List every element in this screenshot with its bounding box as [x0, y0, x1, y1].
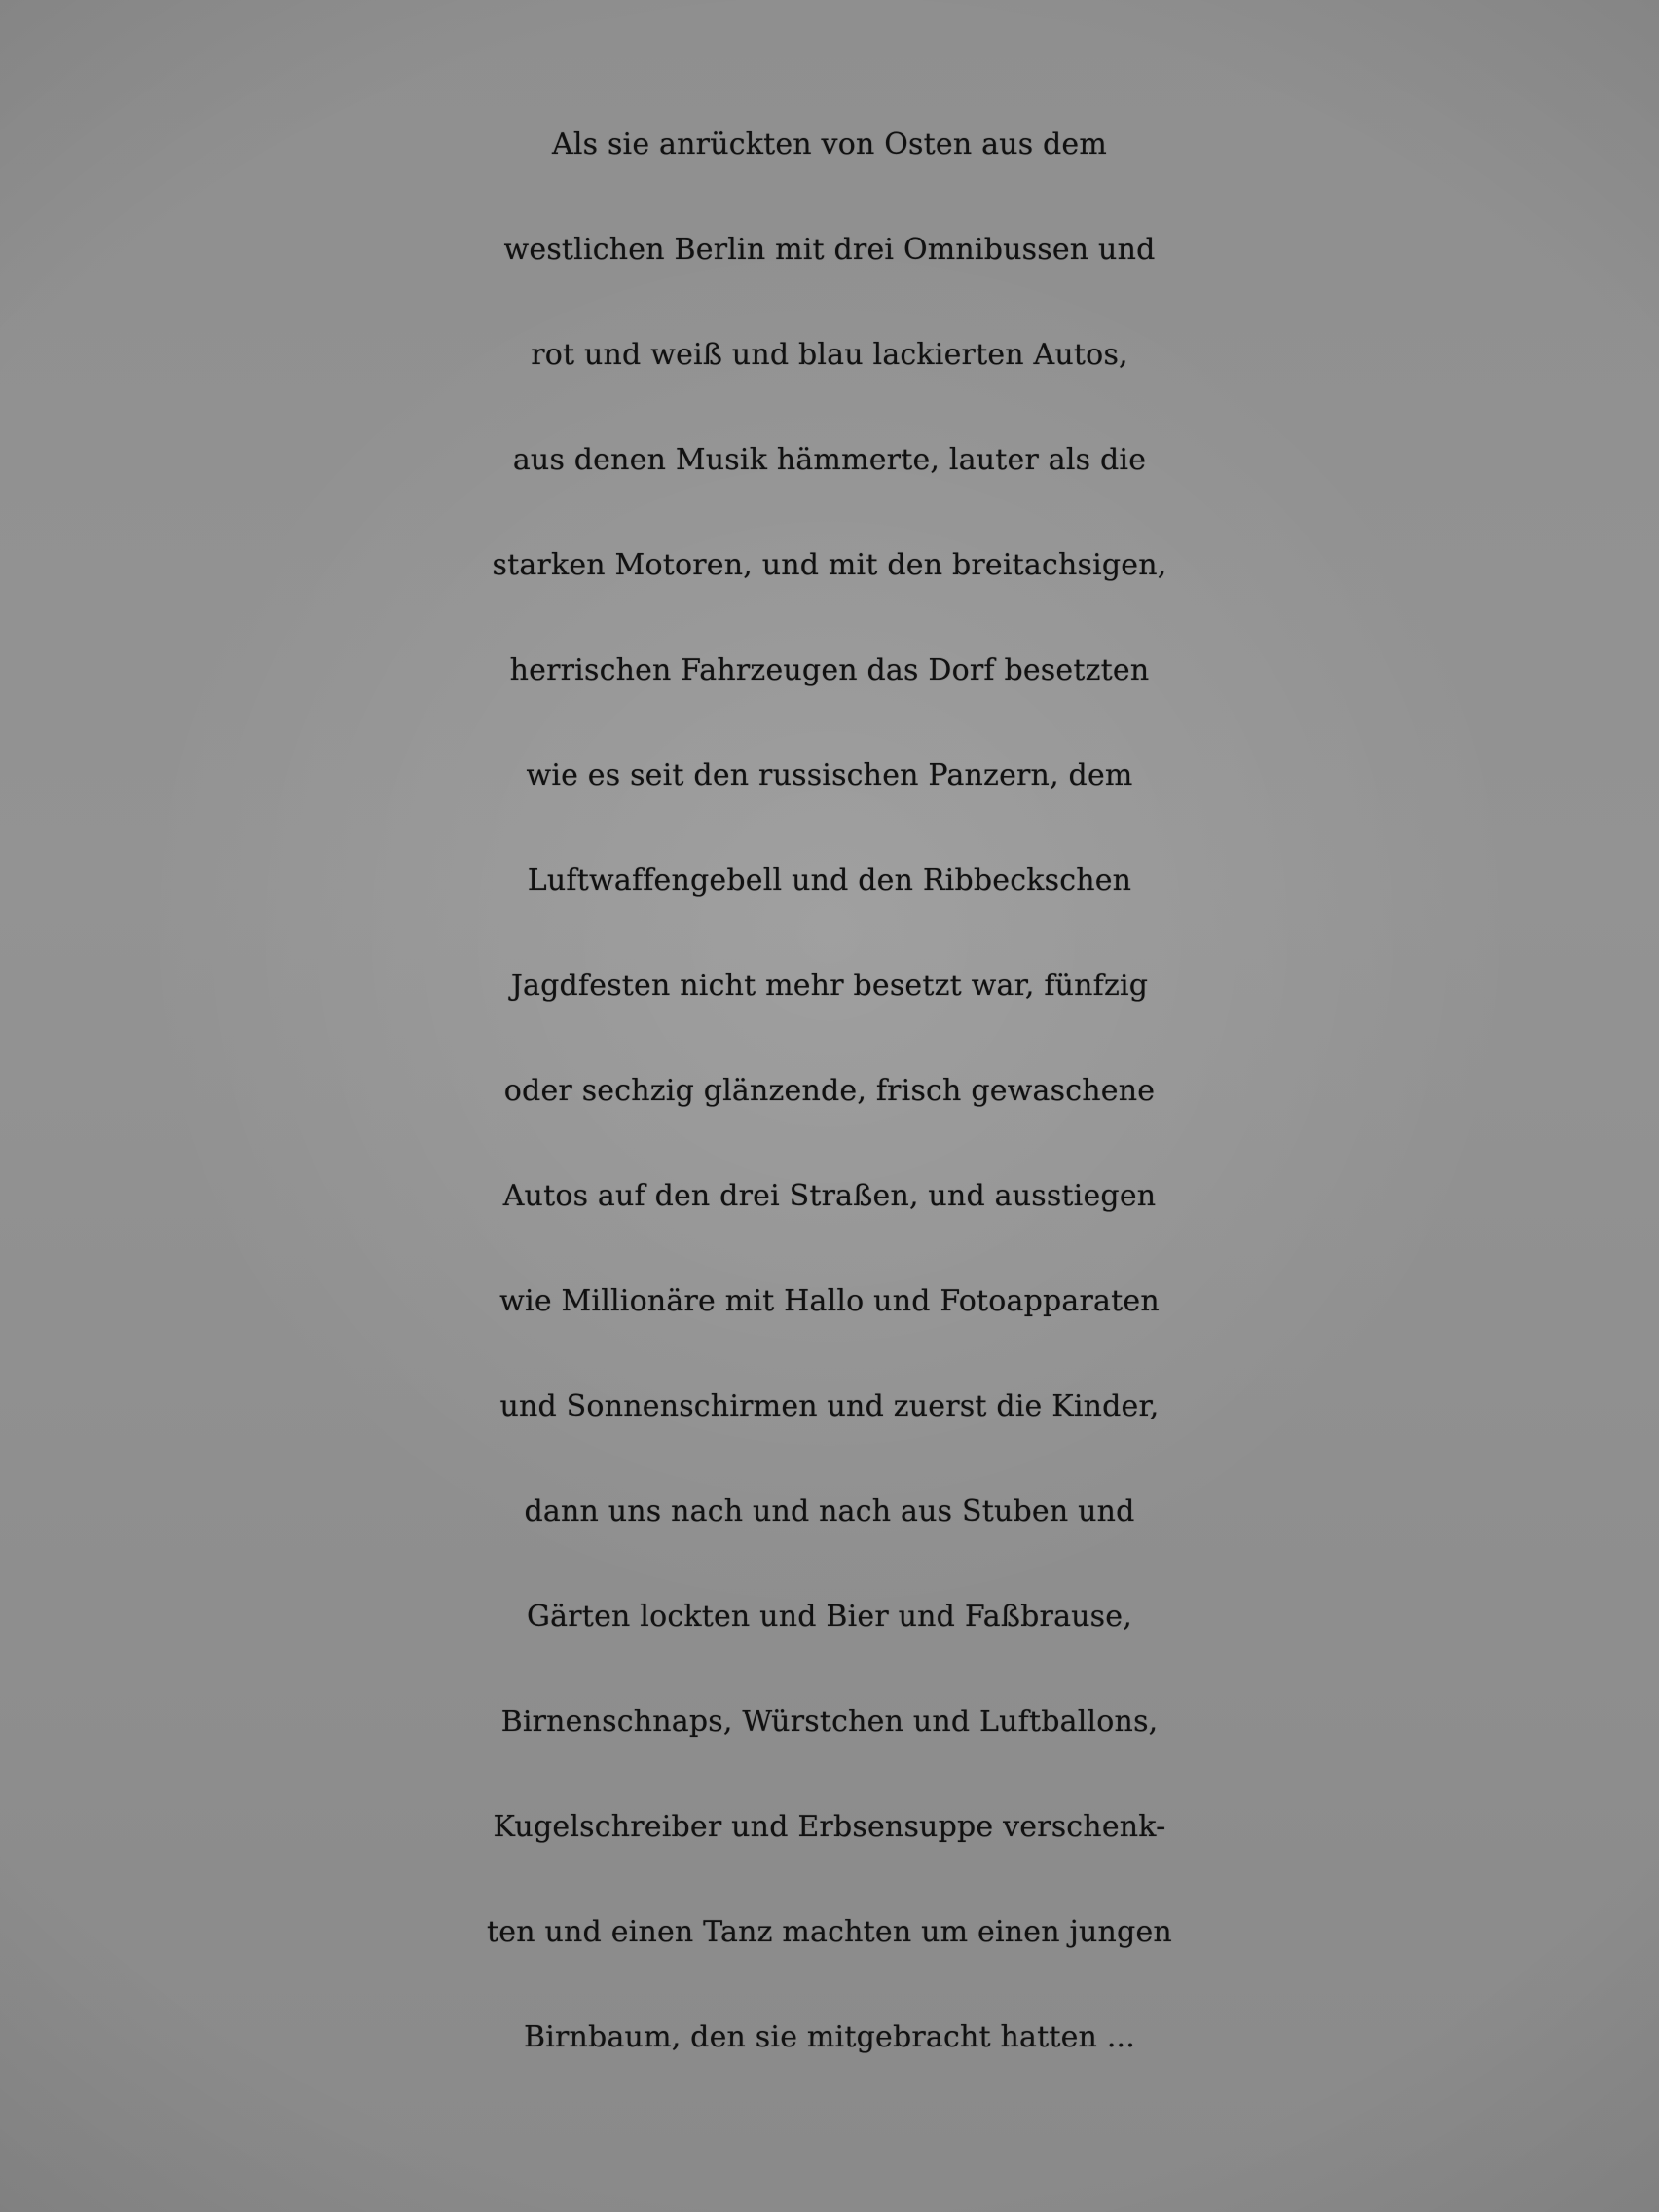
text-line: Autos auf den drei Straßen, und ausstiegen: [502, 1179, 1157, 1213]
text-paragraph: [0, 92, 1659, 2090]
text-line: ten und einen Tanz machten um einen jungen: [487, 1915, 1172, 1949]
text-line: wie es seit den russischen Panzern, dem: [526, 758, 1133, 793]
text-line: Kugelschreiber und Erbsensuppe verschenk-: [493, 1810, 1166, 1844]
text-line: oder sechzig glänzende, frisch gewaschene: [503, 1074, 1156, 1108]
text-line: Luftwaffengebell und den Ribbeckschen: [527, 864, 1132, 898]
text-line: Birnbaum, den sie mitgebracht hatten ...: [523, 2020, 1136, 2054]
text-line: und Sonnenschirmen und zuerst die Kinder,: [499, 1389, 1160, 1423]
text-line: wie Millionäre mit Hallo und Fotoapparaten: [499, 1284, 1160, 1318]
text-line: Birnenschnaps, Würstchen und Luftballons,: [500, 1705, 1159, 1739]
text-line: aus denen Musik hämmerte, lauter als die: [512, 443, 1147, 477]
text-line: starken Motoren, und mit den breitachsigen,: [492, 548, 1167, 582]
text-line: rot und weiß und blau lackierten Autos,: [531, 338, 1128, 372]
text-line: dann uns nach und nach aus Stuben und: [524, 1494, 1135, 1529]
text-line: Jagdfesten nicht mehr besetzt war, fünfzig: [510, 969, 1149, 1003]
text-line: Gärten lockten und Bier und Faßbrause,: [527, 1600, 1132, 1634]
text-line: herrischen Fahrzeugen das Dorf besetzten: [509, 653, 1150, 687]
text-line: Als sie anrückten von Osten aus dem: [551, 128, 1108, 162]
text-line: westlichen Berlin mit drei Omnibussen und: [503, 233, 1156, 267]
